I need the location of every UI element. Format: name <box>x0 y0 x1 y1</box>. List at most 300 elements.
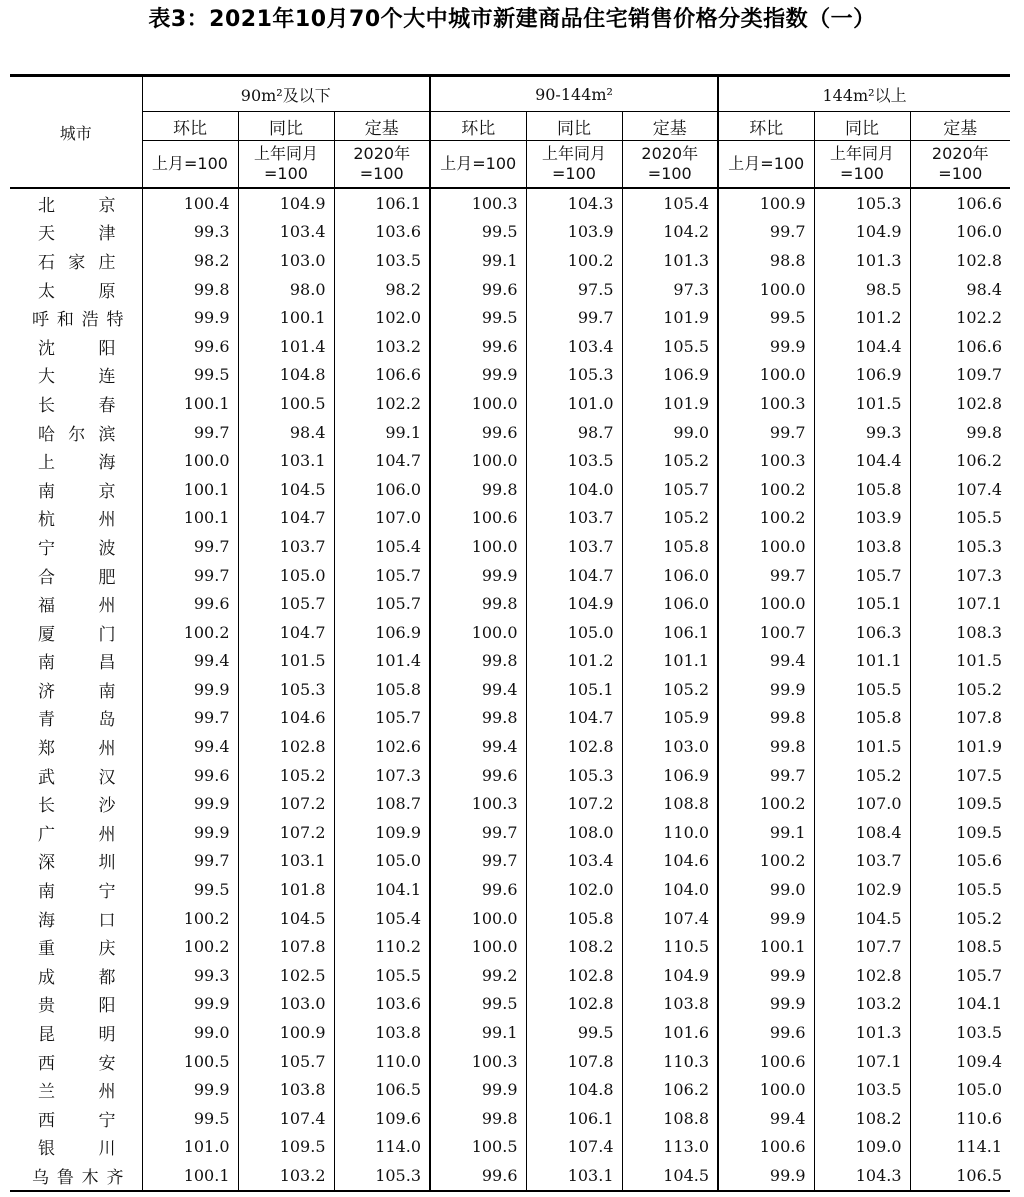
index-value: 100.9 <box>718 188 814 218</box>
index-value: 102.2 <box>334 389 430 418</box>
index-value: 100.0 <box>142 446 238 475</box>
index-value: 100.9 <box>238 1018 334 1047</box>
index-value: 101.6 <box>622 1018 718 1047</box>
table-row <box>10 389 1010 418</box>
index-value: 99.5 <box>430 218 526 247</box>
index-base-line: =100 <box>647 164 692 183</box>
index-base-line: 上月=100 <box>152 154 228 173</box>
table-row <box>10 818 1010 847</box>
index-value: 106.9 <box>622 761 718 790</box>
city-name: 深圳 <box>38 853 116 874</box>
table-header <box>10 76 1010 189</box>
index-value: 101.1 <box>814 647 910 676</box>
index-value: 106.0 <box>910 218 1010 247</box>
index-value: 99.9 <box>430 1075 526 1104</box>
index-value: 107.3 <box>334 761 430 790</box>
table-row <box>10 761 1010 790</box>
index-value: 108.3 <box>910 618 1010 647</box>
index-value: 99.7 <box>142 532 238 561</box>
table-row <box>10 188 1010 218</box>
index-value: 103.9 <box>526 218 622 247</box>
index-value: 109.7 <box>910 361 1010 390</box>
index-value: 100.3 <box>430 789 526 818</box>
index-value: 103.7 <box>526 532 622 561</box>
index-type-header: 环比 <box>142 112 238 141</box>
index-value: 100.4 <box>142 188 238 218</box>
city-name: 太原 <box>38 281 116 302</box>
header-row-types <box>10 112 1010 141</box>
index-value: 100.0 <box>430 904 526 933</box>
index-value: 102.8 <box>526 961 622 990</box>
index-value: 105.4 <box>622 188 718 218</box>
index-value: 105.2 <box>622 504 718 533</box>
index-value: 101.2 <box>814 303 910 332</box>
index-value: 105.4 <box>334 904 430 933</box>
index-value: 103.6 <box>334 990 430 1019</box>
index-value: 97.5 <box>526 275 622 304</box>
index-value: 99.7 <box>430 847 526 876</box>
index-value: 99.4 <box>430 675 526 704</box>
index-value: 99.8 <box>430 647 526 676</box>
index-value: 107.4 <box>622 904 718 933</box>
index-value: 105.5 <box>814 675 910 704</box>
index-value: 108.4 <box>814 818 910 847</box>
index-value: 104.5 <box>814 904 910 933</box>
index-value: 106.1 <box>334 188 430 218</box>
table-row <box>10 704 1010 733</box>
index-value: 103.8 <box>238 1075 334 1104</box>
index-value: 105.2 <box>910 675 1010 704</box>
index-value: 110.0 <box>622 818 718 847</box>
city-name: 银川 <box>38 1139 116 1160</box>
index-base-header <box>526 141 622 189</box>
index-base-line: 2020年 <box>353 144 411 163</box>
index-value: 103.8 <box>622 990 718 1019</box>
table-row <box>10 904 1010 933</box>
index-value: 100.0 <box>718 361 814 390</box>
index-value: 105.6 <box>910 847 1010 876</box>
index-value: 101.9 <box>622 389 718 418</box>
index-value: 103.4 <box>526 847 622 876</box>
header-row-groups <box>10 76 1010 112</box>
index-value: 113.0 <box>622 1133 718 1162</box>
index-value: 99.4 <box>718 1104 814 1133</box>
index-value: 102.8 <box>910 389 1010 418</box>
index-value: 109.5 <box>910 789 1010 818</box>
table-row <box>10 847 1010 876</box>
index-value: 101.8 <box>238 875 334 904</box>
index-value: 100.2 <box>718 504 814 533</box>
index-value: 100.0 <box>718 589 814 618</box>
index-value: 99.8 <box>430 1104 526 1133</box>
index-value: 99.6 <box>142 332 238 361</box>
index-value: 101.9 <box>910 732 1010 761</box>
index-value: 99.9 <box>718 904 814 933</box>
index-value: 98.4 <box>238 418 334 447</box>
index-value: 105.8 <box>814 475 910 504</box>
index-value: 99.3 <box>814 418 910 447</box>
index-value: 106.3 <box>814 618 910 647</box>
city-name: 呼和浩特 <box>32 310 124 331</box>
city-name: 天津 <box>38 224 116 245</box>
index-value: 99.9 <box>718 990 814 1019</box>
index-value: 109.6 <box>334 1104 430 1133</box>
index-value: 100.2 <box>142 904 238 933</box>
city-name: 济南 <box>38 681 116 702</box>
index-value: 106.9 <box>814 361 910 390</box>
index-value: 100.2 <box>718 475 814 504</box>
index-value: 99.1 <box>430 246 526 275</box>
index-value: 100.3 <box>718 389 814 418</box>
index-base-line: 上年同月 <box>541 144 606 163</box>
index-value: 99.4 <box>142 732 238 761</box>
city-name: 贵阳 <box>38 996 116 1017</box>
size-group-header: 90-144m² <box>430 76 718 112</box>
index-value: 101.0 <box>526 389 622 418</box>
table-row <box>10 532 1010 561</box>
index-value: 108.5 <box>910 932 1010 961</box>
index-value: 99.4 <box>430 732 526 761</box>
table-row <box>10 561 1010 590</box>
index-value: 99.9 <box>430 361 526 390</box>
index-value: 99.9 <box>142 818 238 847</box>
index-value: 106.0 <box>334 475 430 504</box>
index-base-line: 上年同月 <box>830 144 895 163</box>
index-value: 100.5 <box>238 389 334 418</box>
index-base-line: 2020年 <box>641 144 699 163</box>
index-value: 107.4 <box>526 1133 622 1162</box>
index-value: 99.7 <box>718 218 814 247</box>
index-value: 99.8 <box>430 589 526 618</box>
index-value: 105.7 <box>238 589 334 618</box>
city-name: 宁波 <box>38 538 116 559</box>
index-value: 99.9 <box>718 1161 814 1191</box>
index-value: 103.5 <box>526 446 622 475</box>
index-value: 100.5 <box>430 1133 526 1162</box>
city-column-header: 城市 <box>10 76 142 189</box>
index-value: 104.1 <box>910 990 1010 1019</box>
table-row <box>10 246 1010 275</box>
table-row <box>10 303 1010 332</box>
index-value: 99.5 <box>430 990 526 1019</box>
index-value: 103.0 <box>622 732 718 761</box>
index-value: 97.3 <box>622 275 718 304</box>
index-base-line: =100 <box>552 164 596 183</box>
table-row <box>10 589 1010 618</box>
index-value: 105.5 <box>910 504 1010 533</box>
city-name: 乌鲁木齐 <box>32 1167 124 1188</box>
index-value: 104.6 <box>238 704 334 733</box>
index-value: 108.7 <box>334 789 430 818</box>
index-base-line: =100 <box>938 164 983 183</box>
index-value: 102.8 <box>814 961 910 990</box>
index-value: 98.4 <box>910 275 1010 304</box>
table-row <box>10 1161 1010 1191</box>
city-name: 合肥 <box>38 567 116 588</box>
index-value: 104.5 <box>238 904 334 933</box>
index-value: 99.9 <box>430 561 526 590</box>
table-row <box>10 446 1010 475</box>
table-row <box>10 418 1010 447</box>
index-value: 108.2 <box>814 1104 910 1133</box>
index-value: 105.7 <box>238 1047 334 1076</box>
index-base-header <box>430 141 526 189</box>
index-value: 99.1 <box>718 818 814 847</box>
index-type-header: 同比 <box>814 112 910 141</box>
index-value: 102.6 <box>334 732 430 761</box>
city-name: 沈阳 <box>38 338 116 359</box>
index-value: 101.3 <box>814 246 910 275</box>
index-value: 105.0 <box>526 618 622 647</box>
index-value: 110.3 <box>622 1047 718 1076</box>
index-value: 99.0 <box>142 1018 238 1047</box>
index-value: 103.2 <box>334 332 430 361</box>
index-value: 103.0 <box>238 246 334 275</box>
index-value: 103.8 <box>334 1018 430 1047</box>
index-value: 109.9 <box>334 818 430 847</box>
city-name: 厦门 <box>38 624 116 645</box>
index-value: 109.5 <box>238 1133 334 1162</box>
index-value: 106.6 <box>334 361 430 390</box>
index-value: 106.0 <box>622 561 718 590</box>
index-value: 108.8 <box>622 1104 718 1133</box>
index-value: 107.2 <box>238 818 334 847</box>
index-value: 105.0 <box>910 1075 1010 1104</box>
index-value: 105.2 <box>622 446 718 475</box>
index-value: 100.0 <box>430 389 526 418</box>
index-value: 109.5 <box>910 818 1010 847</box>
index-value: 103.4 <box>526 332 622 361</box>
index-value: 105.8 <box>622 532 718 561</box>
index-value: 99.9 <box>142 789 238 818</box>
index-value: 99.5 <box>142 1104 238 1133</box>
table-row <box>10 218 1010 247</box>
index-value: 103.8 <box>814 532 910 561</box>
table-row <box>10 789 1010 818</box>
index-value: 99.1 <box>430 1018 526 1047</box>
table-row <box>10 618 1010 647</box>
index-value: 99.7 <box>718 761 814 790</box>
index-value: 99.8 <box>718 704 814 733</box>
index-value: 104.7 <box>334 446 430 475</box>
index-value: 105.3 <box>814 188 910 218</box>
city-name: 北京 <box>38 195 116 216</box>
size-group-header: 144m²以上 <box>718 76 1010 112</box>
index-value: 99.7 <box>142 847 238 876</box>
index-value: 107.7 <box>814 932 910 961</box>
index-value: 99.4 <box>718 647 814 676</box>
index-value: 103.7 <box>238 532 334 561</box>
index-value: 100.6 <box>718 1047 814 1076</box>
index-value: 101.5 <box>814 732 910 761</box>
index-value: 99.5 <box>526 1018 622 1047</box>
index-value: 103.2 <box>814 990 910 1019</box>
index-value: 99.4 <box>142 647 238 676</box>
index-value: 102.2 <box>910 303 1010 332</box>
index-value: 105.8 <box>814 704 910 733</box>
index-value: 101.9 <box>622 303 718 332</box>
index-value: 99.5 <box>718 303 814 332</box>
index-value: 99.5 <box>142 361 238 390</box>
index-base-header <box>622 141 718 189</box>
city-name: 重庆 <box>38 939 116 960</box>
index-value: 99.7 <box>142 418 238 447</box>
index-value: 104.9 <box>526 589 622 618</box>
index-value: 100.6 <box>430 504 526 533</box>
table-row <box>10 504 1010 533</box>
index-value: 104.7 <box>526 704 622 733</box>
index-value: 101.5 <box>814 389 910 418</box>
index-value: 99.9 <box>142 1075 238 1104</box>
index-value: 100.2 <box>142 618 238 647</box>
index-value: 99.9 <box>142 303 238 332</box>
index-value: 101.3 <box>814 1018 910 1047</box>
index-value: 101.1 <box>622 647 718 676</box>
index-value: 99.8 <box>430 704 526 733</box>
index-value: 99.6 <box>718 1018 814 1047</box>
header-row-base <box>10 141 1010 189</box>
index-value: 106.2 <box>910 446 1010 475</box>
table-row <box>10 990 1010 1019</box>
index-base-line: 2020年 <box>931 144 989 163</box>
index-value: 99.8 <box>910 418 1010 447</box>
index-value: 107.2 <box>238 789 334 818</box>
index-type-header: 环比 <box>718 112 814 141</box>
index-value: 105.2 <box>622 675 718 704</box>
index-value: 98.2 <box>142 246 238 275</box>
index-value: 102.8 <box>238 732 334 761</box>
index-value: 100.0 <box>430 446 526 475</box>
index-value: 99.7 <box>142 704 238 733</box>
table-row <box>10 1104 1010 1133</box>
index-value: 104.2 <box>622 218 718 247</box>
index-value: 100.0 <box>718 1075 814 1104</box>
table-row <box>10 361 1010 390</box>
index-value: 105.2 <box>814 761 910 790</box>
city-name: 长春 <box>38 395 116 416</box>
index-value: 100.1 <box>142 475 238 504</box>
index-value: 107.8 <box>910 704 1010 733</box>
table-row <box>10 275 1010 304</box>
index-value: 105.9 <box>622 704 718 733</box>
index-value: 99.7 <box>430 818 526 847</box>
price-index-table <box>10 74 1010 1192</box>
index-value: 100.1 <box>238 303 334 332</box>
city-name: 南昌 <box>38 653 116 674</box>
index-base-line: =100 <box>359 164 404 183</box>
table-row <box>10 675 1010 704</box>
index-value: 99.3 <box>142 218 238 247</box>
city-name: 广州 <box>38 824 116 845</box>
index-value: 102.0 <box>334 303 430 332</box>
index-value: 99.9 <box>718 961 814 990</box>
size-group-header: 90m²及以下 <box>142 76 430 112</box>
index-value: 105.3 <box>910 532 1010 561</box>
index-value: 98.8 <box>718 246 814 275</box>
index-value: 107.5 <box>910 761 1010 790</box>
index-value: 103.5 <box>334 246 430 275</box>
index-value: 100.0 <box>718 532 814 561</box>
index-value: 101.2 <box>526 647 622 676</box>
city-name: 武汉 <box>38 767 116 788</box>
index-value: 105.3 <box>526 761 622 790</box>
index-value: 106.2 <box>622 1075 718 1104</box>
city-name: 成都 <box>38 967 116 988</box>
index-value: 101.5 <box>238 647 334 676</box>
index-value: 114.0 <box>334 1133 430 1162</box>
index-value: 114.1 <box>910 1133 1010 1162</box>
index-base-line: 上年同月 <box>253 144 318 163</box>
city-name: 海口 <box>38 910 116 931</box>
index-value: 100.3 <box>430 1047 526 1076</box>
index-type-header: 同比 <box>238 112 334 141</box>
table-row <box>10 1018 1010 1047</box>
index-value: 105.7 <box>334 561 430 590</box>
table-row <box>10 1047 1010 1076</box>
index-value: 106.0 <box>622 589 718 618</box>
index-value: 105.8 <box>334 675 430 704</box>
index-value: 100.2 <box>526 246 622 275</box>
index-value: 107.8 <box>526 1047 622 1076</box>
index-value: 103.1 <box>238 446 334 475</box>
index-value: 105.3 <box>238 675 334 704</box>
city-name: 大连 <box>38 367 116 388</box>
index-value: 99.8 <box>430 475 526 504</box>
index-value: 105.5 <box>622 332 718 361</box>
table-row <box>10 732 1010 761</box>
index-value: 104.6 <box>622 847 718 876</box>
index-base-header <box>910 141 1010 189</box>
index-value: 99.0 <box>622 418 718 447</box>
table-row <box>10 475 1010 504</box>
index-value: 104.4 <box>814 446 910 475</box>
table-row <box>10 1075 1010 1104</box>
index-value: 99.9 <box>718 675 814 704</box>
index-value: 104.3 <box>814 1161 910 1191</box>
index-value: 101.4 <box>334 647 430 676</box>
index-value: 99.6 <box>430 1161 526 1191</box>
index-value: 105.8 <box>526 904 622 933</box>
index-value: 105.2 <box>238 761 334 790</box>
index-value: 100.0 <box>430 932 526 961</box>
index-value: 102.8 <box>910 246 1010 275</box>
index-type-header: 定基 <box>910 112 1010 141</box>
index-value: 104.3 <box>526 188 622 218</box>
index-value: 100.1 <box>718 932 814 961</box>
index-value: 105.5 <box>334 961 430 990</box>
index-value: 104.4 <box>814 332 910 361</box>
index-value: 102.9 <box>814 875 910 904</box>
index-value: 101.3 <box>622 246 718 275</box>
index-type-header: 同比 <box>526 112 622 141</box>
table-row <box>10 932 1010 961</box>
index-value: 104.0 <box>526 475 622 504</box>
city-name: 上海 <box>38 453 116 474</box>
table-row <box>10 647 1010 676</box>
index-value: 110.5 <box>622 932 718 961</box>
index-value: 98.2 <box>334 275 430 304</box>
index-value: 108.8 <box>622 789 718 818</box>
index-value: 103.2 <box>238 1161 334 1191</box>
index-value: 106.1 <box>622 618 718 647</box>
index-value: 99.7 <box>526 303 622 332</box>
index-value: 105.7 <box>334 589 430 618</box>
index-value: 99.6 <box>430 418 526 447</box>
index-value: 103.0 <box>238 990 334 1019</box>
index-base-header <box>238 141 334 189</box>
index-value: 103.7 <box>526 504 622 533</box>
index-base-line: 上月=100 <box>728 154 805 173</box>
